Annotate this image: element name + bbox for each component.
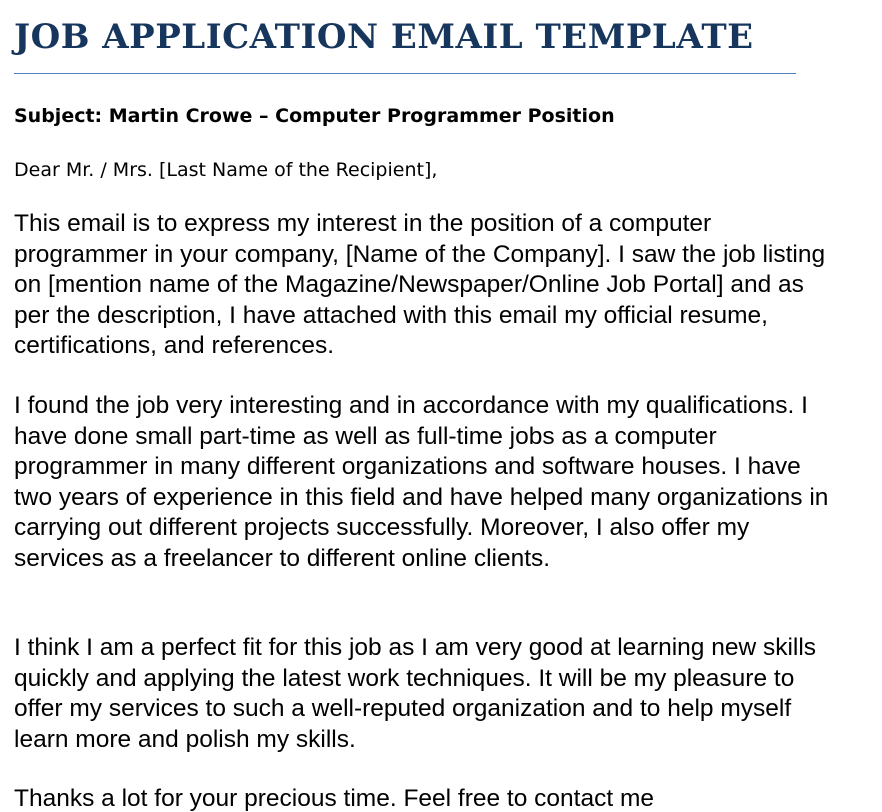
- body-paragraph-thanks: Thanks a lot for your precious time. Feel free to contact me: [14, 785, 655, 812]
- body-paragraph-interest: This email is to express my interest in the position of a computer programmer in your company, [Name of the Company]. I saw the job listing on [mention name of the Magazine/Newspaper/Online Job Portal] and as per the description, I have attached with this email my official resume, certifications, and references.: [14, 210, 826, 359]
- page-title: JOB APPLICATION EMAIL TEMPLATE: [14, 17, 754, 57]
- email-salutation: Dear Mr. / Mrs. [Last Name of the Recipient],: [14, 159, 438, 181]
- body-paragraph-experience: I found the job very interesting and in accordance with my qualifications. I have done small part-time as well as full-time jobs as a computer programmer in many different organizations and software houses. I have two years of experience in this field and have helped many organizations in carrying out different projects successfully. Moreover, I also offer my services as a freelancer to different online clients.: [14, 392, 829, 572]
- body-paragraph-fit: I think I am a perfect fit for this job as I am very good at learning new skills quickly and applying the latest work techniques. It will be my pleasure to offer my services to such a well-reputed organization and to help myself learn more and polish my skills.: [14, 634, 817, 753]
- title-divider: [14, 73, 796, 74]
- email-subject: Subject: Martin Crowe – Computer Programmer Position: [14, 105, 615, 127]
